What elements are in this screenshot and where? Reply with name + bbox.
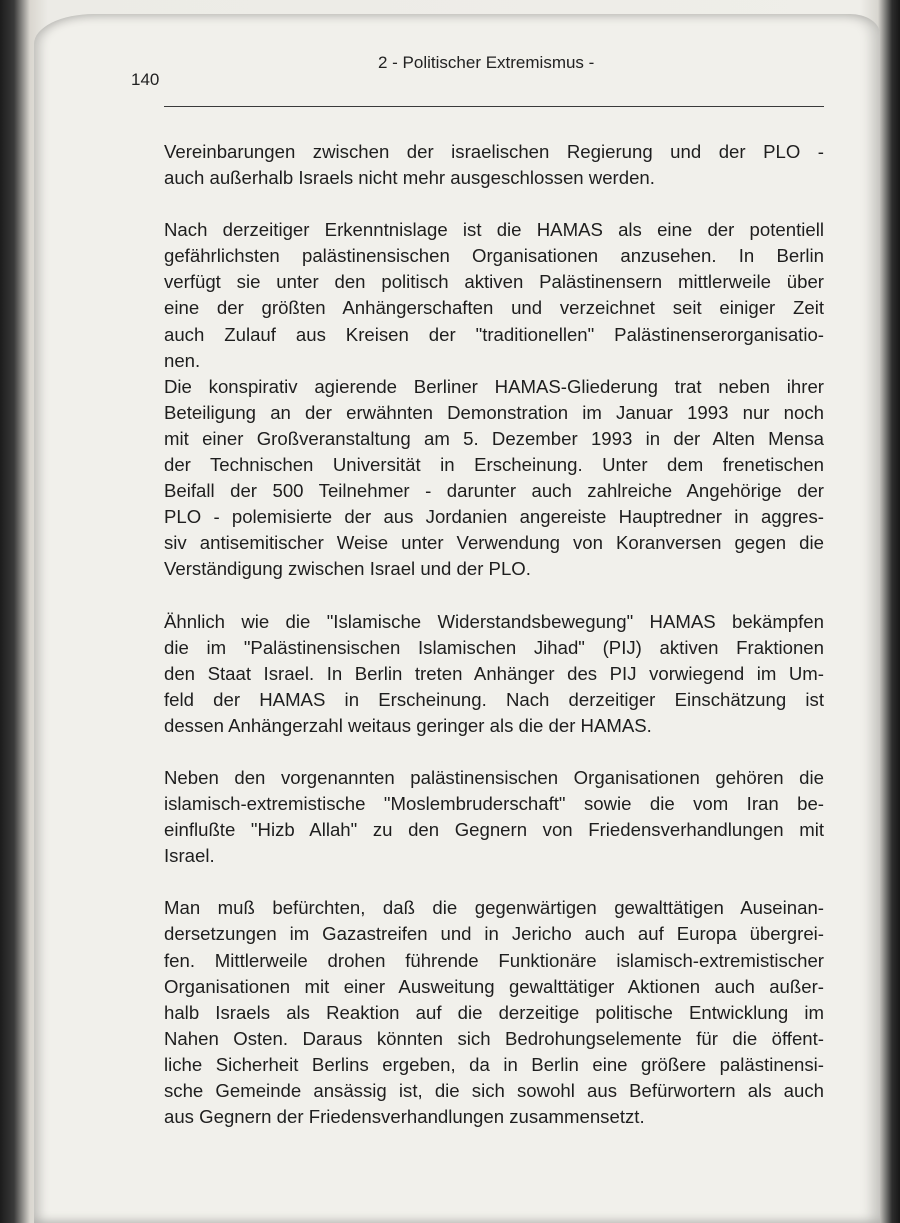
text-line: mit einer Großveranstaltung am 5. Dezember 1993 in der Alten Mensa bbox=[164, 427, 824, 449]
text-line: sche Gemeinde ansässig ist, die sich sowohl aus Befürwortern als auch bbox=[164, 1080, 824, 1101]
text-line: aus Gegnern der Friedensverhandlungen zusammensetzt. bbox=[164, 1106, 645, 1128]
text-line: den Staat Israel. In Berlin treten Anhänger des PIJ vorwiegend im Um- bbox=[164, 662, 824, 684]
text-line: Beteiligung an der erwähnten Demonstration im Januar 1993 nur noch bbox=[164, 401, 824, 423]
header-rule bbox=[164, 106, 824, 107]
text-line: auch außerhalb Israels nicht mehr ausgeschlossen werden. bbox=[164, 167, 655, 189]
text-line: Neben den vorgenannten palästinensischen Organisationen gehören die bbox=[164, 766, 824, 788]
text-line: gefährlichsten palästinensischen Organisationen anzusehen. In Berlin bbox=[164, 245, 824, 267]
text-line: islamisch-extremistische "Moslembruderschaft" sowie die vom Iran be- bbox=[164, 793, 824, 815]
running-head: 2 - Politischer Extremismus - bbox=[378, 53, 595, 72]
text-line: Organisationen mit einer Ausweitung gewalttätiger Aktionen auch außer- bbox=[164, 975, 824, 997]
text-line: dessen Anhängerzahl weitaus geringer als die der HAMAS. bbox=[164, 714, 652, 736]
paragraph-gap bbox=[164, 191, 824, 217]
paragraph bbox=[164, 895, 824, 1130]
text-line: dersetzungen im Gazastreifen und in Jericho auch auf Europa übergrei- bbox=[164, 923, 824, 945]
text-line: Nahen Osten. Daraus könnten sich Bedrohungselemente für die öffent- bbox=[164, 1027, 824, 1049]
text-line: der Technischen Universität in Erscheinung. Unter dem frenetischen bbox=[164, 454, 824, 476]
text-line: verfügt sie unter den politisch aktiven Palästinensern mittlerweile über bbox=[164, 271, 824, 293]
body-text bbox=[164, 139, 824, 1130]
paragraph bbox=[164, 139, 824, 191]
text-line: Man muß befürchten, daß die gegenwärtigen gewalttätigen Auseinan- bbox=[164, 897, 824, 919]
text-line: Nach derzeitiger Erkenntnislage ist die HAMAS als eine der potentiell bbox=[164, 219, 824, 241]
text-line: Beifall der 500 Teilnehmer - darunter auch zahlreiche Angehörige der bbox=[164, 480, 824, 502]
text-line: siv antisemitischer Weise unter Verwendung von Koranversen gegen die bbox=[164, 532, 824, 554]
text-line: Israel. bbox=[164, 845, 215, 867]
text-line: nen. bbox=[164, 349, 201, 371]
text-line: Vereinbarungen zwischen der israelischen Regierung und der PLO - bbox=[164, 141, 824, 162]
paragraph bbox=[164, 765, 824, 869]
paragraph-gap bbox=[164, 739, 824, 765]
text-line: liche Sicherheit Berlins ergeben, da in Berlin eine größere palästinensi- bbox=[164, 1053, 824, 1075]
paragraph bbox=[164, 374, 824, 583]
page-number: 140 bbox=[131, 70, 160, 89]
paragraph bbox=[164, 217, 824, 374]
text-line: die im "Palästinensischen Islamischen Jihad" (PIJ) aktiven Fraktionen bbox=[164, 636, 824, 658]
text-line: fen. Mittlerweile drohen führende Funktionäre islamisch-extremistischer bbox=[164, 949, 824, 971]
text-line: Verständigung zwischen Israel und der PLO. bbox=[164, 558, 531, 580]
text-line: auch Zulauf aus Kreisen der "traditionellen" Palästinenserorganisatio- bbox=[164, 323, 824, 345]
paragraph-gap bbox=[164, 583, 824, 609]
text-line: einflußte "Hizb Allah" zu den Gegnern von Friedensverhandlungen mit bbox=[164, 819, 824, 841]
text-line: eine der größten Anhängerschaften und verzeichnet seit einiger Zeit bbox=[164, 297, 824, 319]
paragraph bbox=[164, 609, 824, 739]
text-line: Ähnlich wie die "Islamische Widerstandsbewegung" HAMAS bekämpfen bbox=[164, 610, 824, 632]
text-line: Die konspirativ agierende Berliner HAMAS-Gliederung trat neben ihrer bbox=[164, 375, 824, 397]
text-line: PLO - polemisierte der aus Jordanien angereiste Hauptredner in aggres- bbox=[164, 506, 824, 528]
text-line: feld der HAMAS in Erscheinung. Nach derzeitiger Einschätzung ist bbox=[164, 688, 824, 710]
paragraph-gap bbox=[164, 869, 824, 895]
text-line: halb Israels als Reaktion auf die derzeitige politische Entwicklung im bbox=[164, 1001, 824, 1023]
